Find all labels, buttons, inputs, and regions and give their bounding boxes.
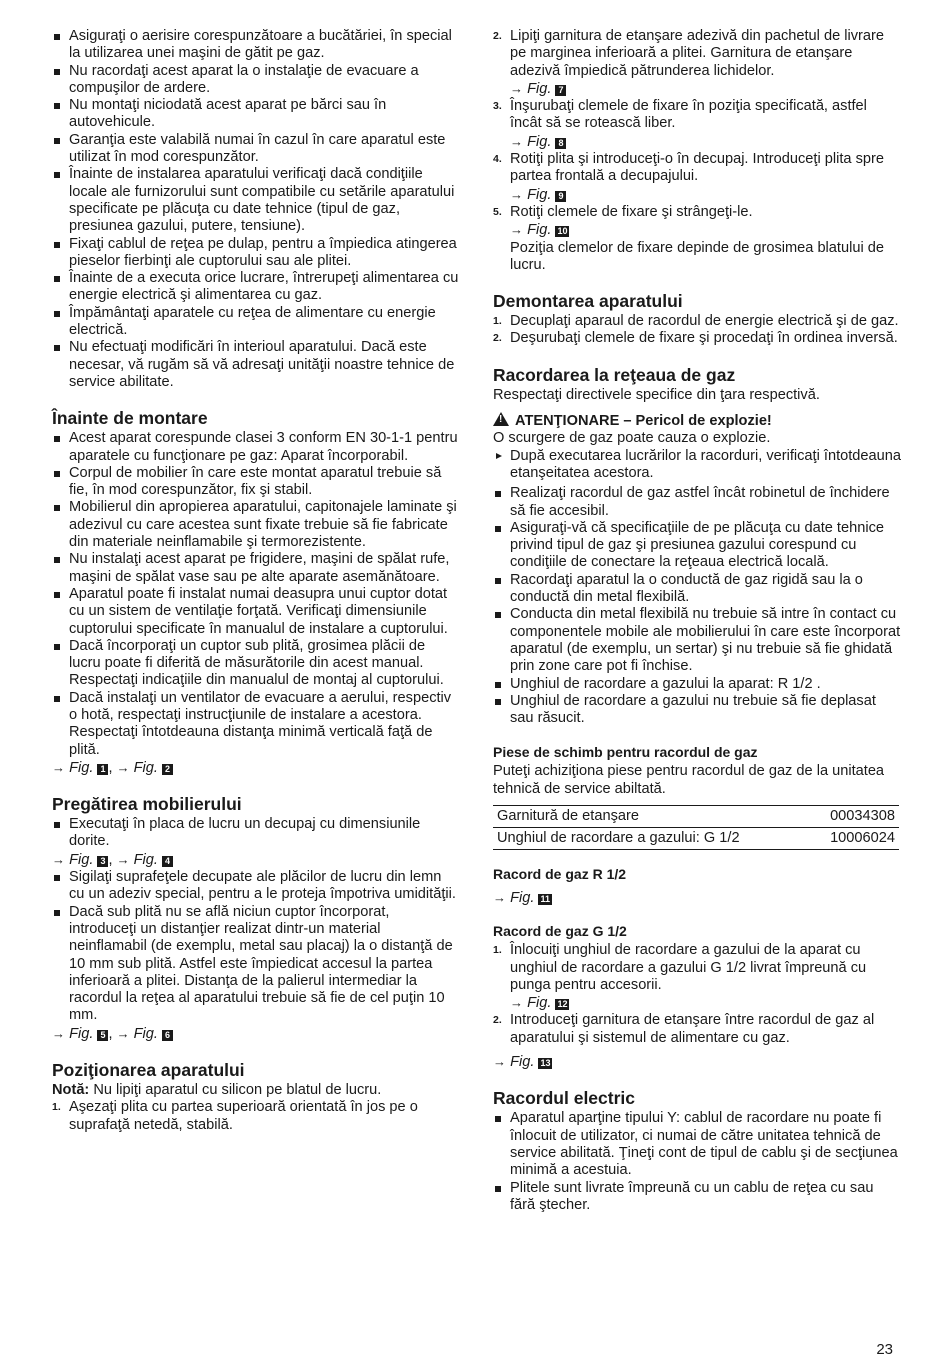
fig-label: Fig. (133, 851, 158, 868)
figure-number-badge: 1 (97, 764, 108, 775)
arrow-icon: → (52, 851, 65, 867)
list-item: Asiguraţi o aerisire corespunzătoare a bucătăriei, în special la utilizarea unei maşini de gătit pe gaz. (52, 28, 460, 63)
list-item: Sigilaţi suprafeţele decupate ale plăcilor de lucru din lemn cu un adeziv special, pentru a le proteja împotriva umidităţii. (52, 869, 460, 904)
figure-reference (510, 133, 901, 151)
fig-label: Fig. (69, 851, 94, 868)
fig-separator: , (108, 851, 113, 868)
step-note: Poziţia clemelor de fixare depinde de grosimea blatului de lucru. (510, 239, 884, 273)
figure-number-badge: 2 (162, 764, 173, 775)
list-item: Conducta din metal flexibilă nu trebuie să intre în contact cu componentele mobile ale mobilierului în care este încorporat aparatul (de exemplu, un sertar) şi nu trebuie să fie ghidată prin zone care pot fi închise. (493, 606, 901, 675)
spare-parts-table (493, 805, 899, 850)
figure-reference (510, 80, 901, 98)
section-heading-positioning: Poziţionarea aparatului (52, 1060, 245, 1081)
part-code-cell: 10006024 (807, 827, 899, 849)
fig-label: Fig. (69, 1025, 94, 1042)
page-number: 23 (876, 1341, 893, 1358)
left-column (52, 28, 460, 1134)
step-number: 3. (493, 100, 502, 113)
list-item: Aparatul aparţine tipului Y: cablul de racordare nu poate fi înlocuit de utilizator, ci numai de către unitatea tehnică de service abilitată. Ţineţi cont de tipul de cablu şi de secţiunea minimă a acestuia. (493, 1110, 901, 1179)
warning-title: ATENŢIONARE – Pericol de explozie! (515, 413, 772, 430)
list-item: Plitele sunt livrate împreună cu un cablu de reţea cu sau fără ştecher. (493, 1180, 901, 1215)
list-item: Unghiul de racordare a gazului la aparat: R 1/2 . (493, 676, 901, 693)
section-heading-electric: Racordul electric (493, 1088, 635, 1109)
figure-number-badge: 9 (555, 191, 566, 202)
step-text: Introduceţi garnitura de etanşare între racordul de gaz al aparatului şi sistemul de alimentare cu gaz. (510, 1012, 875, 1046)
list-item: Corpul de mobilier în care este montat aparatul trebuie să fie, în mod corespunzător, fix şi stabil. (52, 465, 460, 500)
figure-reference (52, 1025, 460, 1043)
arrow-icon: → (116, 759, 130, 775)
safety-list (52, 28, 460, 391)
arrow-icon: → (493, 889, 506, 905)
list-item: Nu montaţi niciodată acest aparat pe bărci sau în autovehicule. (52, 97, 460, 132)
section-heading-before-install: Înainte de montare (52, 408, 208, 429)
figure-number-badge: 5 (97, 1030, 108, 1041)
fig-label: Fig. (510, 889, 535, 906)
subheading-r12: Racord de gaz R 1/2 (493, 865, 627, 882)
step-item (493, 98, 901, 151)
gas-intro: Respectaţi directivele specifice din ţara respectivă. (493, 386, 820, 403)
step-item (493, 204, 901, 274)
step-text: Înşurubaţi clemele de fixare în poziţia specificată, astfel încât să se rotească liber. (510, 98, 867, 132)
fig-label: Fig. (527, 133, 552, 150)
fig-separator: , (108, 1025, 113, 1042)
fig-label: Fig. (527, 186, 552, 203)
section-heading-dismount: Demontarea aparatului (493, 291, 683, 312)
arrow-icon: → (510, 80, 523, 96)
list-item: Acest aparat corespunde clasei 3 conform EN 30-1-1 pentru aparatele cu funcţionare pe gaz: Aparat încorporabil. (52, 430, 460, 465)
step-item (493, 942, 901, 1012)
arrow-icon: → (510, 186, 523, 202)
list-item: Asiguraţi-vă că specificaţiile de pe plăcuţa cu date tehnice privind tipul de gaz şi presiunea gazului corespund cu condiţiile de conectare la reţeaua electrică locală. (493, 520, 901, 572)
part-code-cell: 00034308 (807, 805, 899, 827)
list-item: Racordaţi aparatul la o conductă de gaz rigidă sau la o conductă din metal flexibilă. (493, 572, 901, 607)
step-text: Rotiţi clemele de fixare şi strângeţi-le. (510, 203, 753, 220)
list-item: Mobilierul din apropierea aparatului, capitonajele laminate şi adezivul cu care acestea sunt fixate trebuie să fie fabricate din materiale neinflamabile şi termorezistente. (52, 499, 460, 551)
list-item: Fixaţi cablul de reţea pe dulap, pentru a împiedica atingerea pieselor fierbinţi ale cuptorului sau ale plitei. (52, 236, 460, 271)
subheading-spare-parts: Piese de schimb pentru racordul de gaz (493, 744, 758, 761)
gas-list (493, 485, 901, 727)
warning-action-item: După executarea lucrărilor la racorduri, verificaţi întotdeauna etanşeitatea acestora. (493, 448, 901, 483)
note-label: Notă: (52, 1082, 90, 1099)
figure-number-badge: 6 (162, 1030, 173, 1041)
step-number: 2. (493, 1014, 502, 1027)
list-item: Dacă instalaţi un ventilator de evacuare a aerului, respectiv o hotă, respectaţi instrucţiunile de instalare a acestora. Respectaţi întotdeauna distanţa minimă verticală faţă de plită. (52, 690, 460, 759)
fig-label: Fig. (69, 759, 94, 776)
arrow-icon: → (510, 222, 523, 238)
step-text: Decuplaţi aparaul de racordul de energie electrică şi de gaz. (510, 313, 899, 330)
part-name-cell: Garnitură de etanşare (493, 805, 807, 827)
arrow-icon: → (493, 1054, 506, 1070)
figure-reference (510, 186, 901, 204)
arrow-icon: → (116, 1025, 130, 1041)
step-number: 4. (493, 153, 502, 166)
figure-number-badge: 7 (555, 85, 566, 96)
step-number: 1. (52, 1101, 61, 1114)
list-item: Unghiul de racordare a gazului nu trebuie să fie deplasat sau răsucit. (493, 693, 901, 728)
step-number: 1. (493, 944, 502, 957)
fig-label: Fig. (527, 995, 552, 1012)
list-item: Înainte de a executa orice lucrare, întrerupeţi alimentarea cu energie electrică şi alimentarea cu gaz. (52, 270, 460, 305)
step-number: 2. (493, 332, 502, 345)
fig-label: Fig. (133, 759, 158, 776)
step-number: 1. (493, 315, 502, 328)
fig-label: Fig. (527, 80, 552, 97)
note-text: Nu lipiţi aparatul cu silicon pe blatul de lucru. (89, 1082, 382, 1099)
list-item: Garanţia este valabilă numai în cazul în care aparatul este utilizat în mod corespunzător. (52, 132, 460, 167)
list-item: Executaţi în placa de lucru un decupaj cu dimensiunile dorite. (52, 816, 460, 851)
list-item: Împământaţi aparatele cu reţea de alimentare cu energie electrică. (52, 305, 460, 340)
arrow-icon: → (116, 851, 130, 867)
warning-triangle-icon (493, 412, 509, 426)
fig-label: Fig. (527, 222, 552, 239)
list-item: Realizaţi racordul de gaz astfel încât robinetul de închidere să fie accesibil. (493, 485, 901, 520)
step-item (493, 28, 901, 98)
figure-reference (52, 759, 460, 777)
figure-number-badge: 10 (557, 226, 568, 237)
right-column (493, 28, 901, 1214)
step-item (493, 1012, 901, 1047)
note (52, 1082, 460, 1099)
arrow-icon: → (52, 1025, 65, 1041)
list-item: Nu instalaţi acest aparat pe frigidere, maşini de spălat rufe, maşini de spălat vase sau pe alte aparate asemănătoare. (52, 551, 460, 586)
list-item: Nu racordaţi acest aparat la o instalaţie de evacuare a compuşilor de ardere. (52, 63, 460, 98)
step-number: 5. (493, 205, 502, 218)
section-heading-gas-connection: Racordarea la reţeaua de gaz (493, 364, 736, 385)
fig-label: Fig. (133, 1025, 158, 1042)
list-item: Nu efectuaţi modificări în interioul aparatului. Dacă este necesar, vă rugăm să vă adresaţi unităţii noastre tehnice de service abilitate. (52, 339, 460, 391)
arrow-icon: → (510, 995, 523, 1011)
table-row (493, 805, 899, 827)
subheading-g12: Racord de gaz G 1/2 (493, 923, 627, 940)
figure-reference (493, 1053, 901, 1071)
list-item: Aparatul poate fi instalat numai deasupra unui cuptor dotat cu un sistem de ventilaţie forţată. Verificaţi dimensiunile cuptorului specificate în manualul de instalare a cuptorului. (52, 586, 460, 638)
figure-reference (493, 889, 901, 907)
figure-number-badge: 13 (540, 1058, 551, 1069)
step-text: Lipiţi garnitura de etanşare adezivă din pachetul de livrare pe marginea inferioară a plitei. Garnitura de etanşare adezivă împiedică pătrunderea lichidelor. (510, 28, 884, 79)
warning-text: O scurgere de gaz poate cauza o explozie. (493, 430, 771, 447)
figure-reference (510, 221, 901, 239)
step-item (52, 1099, 460, 1134)
fig-label: Fig. (510, 1054, 535, 1071)
step-item (493, 313, 901, 330)
figure-number-badge: 3 (97, 856, 108, 867)
step-number: 2. (493, 30, 502, 42)
figure-number-badge: 4 (162, 856, 173, 867)
list-item: Înainte de instalarea aparatului verificaţi dacă condiţiile locale ale furnizorului sunt compatibile cu setările aparatului specificate pe plăcuţa cu date tehnice (tipul de gaz, presiunea gazului, putere, tensiune). (52, 166, 460, 235)
fig-separator: , (108, 759, 113, 776)
step-text: Deşurubaţi clemele de fixare şi procedaţi în ordinea inversă. (510, 330, 898, 347)
arrow-icon: → (52, 759, 65, 775)
figure-number-badge: 12 (557, 999, 568, 1010)
arrow-icon: → (510, 133, 523, 149)
spare-parts-intro: Puteţi achiziţiona piese pentru racordul de gaz de la unitatea tehnică de service abiltată. (493, 763, 885, 797)
step-text: Rotiţi plita şi introduceţi-o în decupaj. Introduceţi plita spre partea frontală a decupajului. (510, 151, 884, 185)
figure-reference (52, 851, 460, 869)
list-item: Dacă încorporaţi un cuptor sub plită, grosimea plăcii de lucru poate fi diferită de măsurătorile din acest manual. Respectaţi indicaţiile din manualul de montaj al cuptorului. (52, 638, 460, 690)
table-row (493, 827, 899, 849)
step-text: Aşezaţi plita cu partea superioară orientată în jos pe o suprafaţă netedă, stabilă. (69, 1099, 418, 1133)
warning-heading (493, 412, 901, 430)
figure-reference (510, 994, 901, 1012)
figure-number-badge: 8 (555, 138, 566, 149)
figure-number-badge: 11 (540, 893, 550, 904)
before-install-list (52, 430, 460, 759)
step-item (493, 330, 901, 347)
list-item: Dacă sub plită nu se află niciun cuptor încorporat, introduceţi un distanţier realizat dintr-un material neinflamabil (de exemplu, metal sau placaj) la o distanţă de 10 mm sub plită. Astfel este împiedicat accesul la partea inferioară a plitei. Distanţa de la palierul intermediar la racordul la reţea al aparatului trebuie să fie de cel puţin 10 mm. (52, 904, 460, 1025)
step-item (493, 151, 901, 204)
section-heading-furniture-prep: Pregătirea mobilierului (52, 794, 242, 815)
part-name-cell: Unghiul de racordare a gazului: G 1/2 (493, 827, 807, 849)
step-text: Înlocuiţi unghiul de racordare a gazului de la aparat cu unghiul de racordare a gazului G 1/2 livrat împreună cu punga pentru accesorii. (510, 942, 867, 993)
